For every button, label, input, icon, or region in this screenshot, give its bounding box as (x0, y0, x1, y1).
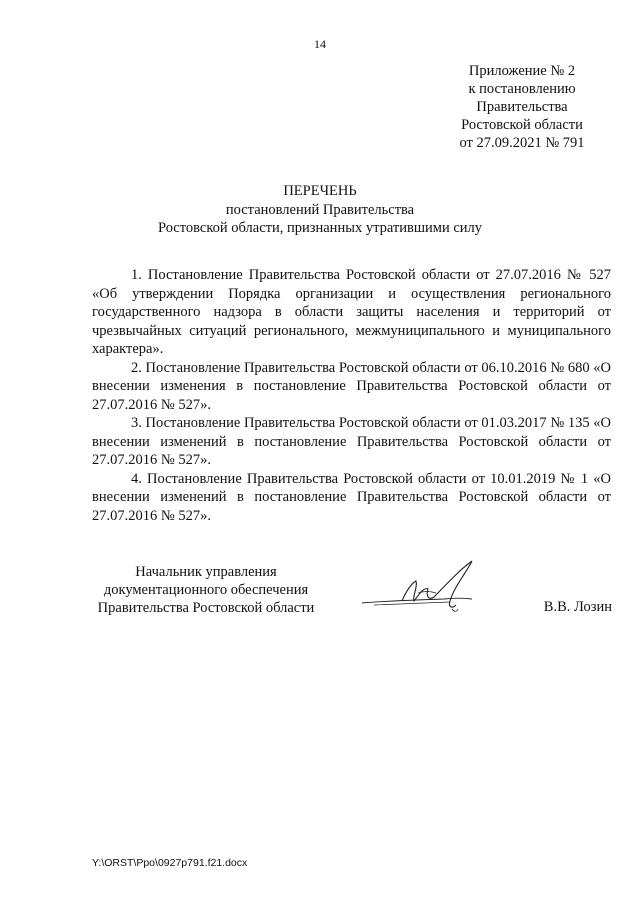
signatory-title-line-1: Начальник управления (135, 564, 277, 580)
appendix-line-4: Ростовской области (461, 117, 583, 133)
appendix-line-1: Приложение № 2 (468, 63, 576, 79)
signature-block (92, 563, 612, 633)
appendix-line-3: Правительства (476, 99, 568, 115)
appendix-header (442, 62, 602, 152)
file-path-footer: Y:\ORST\Ppo\0927p791.f21.docx (92, 857, 248, 869)
list-item-3: 3. Постановление Правительства Ростовской области от 01.03.2017 № 135 «О внесении изменений в постановление Правительства Ростовской области от 27.07.2016 № 527». (92, 415, 611, 468)
document-title (0, 182, 640, 238)
signatory-name: В.В. Лозин (543, 599, 612, 615)
signatory-title-line-2: документационного обеспечения (103, 582, 309, 598)
appendix-line-2: к постановлению (468, 81, 576, 97)
handwritten-signature (354, 557, 494, 617)
title-line-2: постановлений Правительства (225, 201, 415, 218)
list-item-2: 2. Постановление Правительства Ростовской области от 06.10.2016 № 680 «О внесении изменения в постановление Правительства Ростовской области от 27.07.2016 № 527». (92, 359, 611, 413)
list-item-4: 4. Постановление Правительства Ростовской области от 10.01.2019 № 1 «О внесении изменений в постановление Правительства Ростовской области от 27.07.2016 № 527». (92, 470, 611, 524)
resolution-list (92, 266, 611, 525)
list-item-1: 1. Постановление Правительства Ростовской области от 27.07.2016 № 527 «Об утверждении Порядка организации и осуществления регионального государственного надзора в области защиты населения и территорий от чрезвычайных ситуаций регионального, межмуниципального и муниципального характера». (92, 267, 611, 357)
title-line-3: Ростовской области, признанных утратившими силу (157, 220, 483, 236)
signatory-title (92, 563, 320, 617)
appendix-line-5: от 27.09.2021 № 791 (459, 135, 585, 151)
signatory-title-line-3: Правительства Ростовской области (97, 600, 315, 616)
page-number: 14 (314, 37, 326, 51)
title-line-1: ПЕРЕЧЕНЬ (283, 183, 357, 199)
